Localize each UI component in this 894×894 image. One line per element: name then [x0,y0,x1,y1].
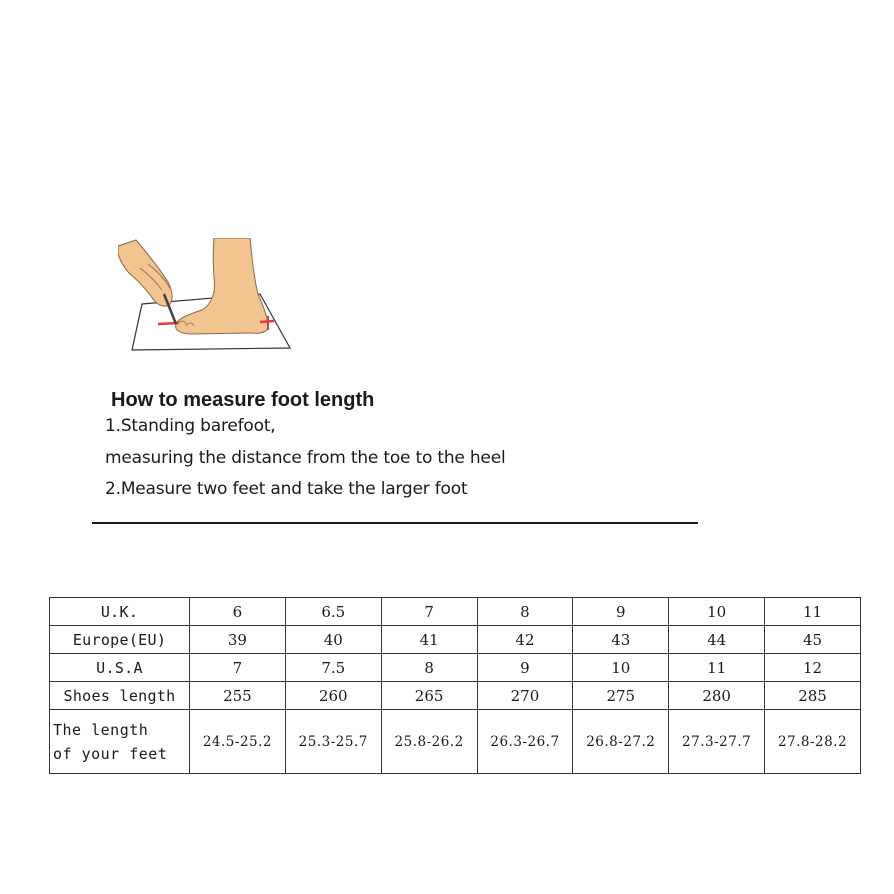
size-cell: 11 [669,654,765,682]
foot-measuring-illustration [118,238,300,354]
size-cell: 10 [669,598,765,626]
size-row-eu [50,626,861,654]
size-cell: 24.5-25.2 [190,710,286,774]
size-cell: 25.3-25.7 [285,710,381,774]
size-cell: 42 [477,626,573,654]
size-cell: 39 [190,626,286,654]
size-cell: 12 [765,654,861,682]
size-cell: 11 [765,598,861,626]
size-chart-table [49,597,861,774]
section-divider [92,522,698,524]
size-cell: 6 [190,598,286,626]
size-cell: 41 [381,626,477,654]
size-cell: 45 [765,626,861,654]
size-cell: 265 [381,682,477,710]
size-cell: 7 [190,654,286,682]
size-row-shoes-length [50,682,861,710]
size-cell: 285 [765,682,861,710]
size-cell: 260 [285,682,381,710]
size-cell: 280 [669,682,765,710]
row-label: U.K. [50,598,190,626]
size-cell: 255 [190,682,286,710]
size-row-feet-length [50,710,861,774]
row-label-line: The length [53,720,149,739]
row-label [50,710,190,774]
size-cell: 7 [381,598,477,626]
size-cell: 7.5 [285,654,381,682]
instruction-step-1-detail: measuring the distance from the toe to the heel [105,448,506,468]
row-label: U.S.A [50,654,190,682]
size-cell: 25.8-26.2 [381,710,477,774]
size-cell: 26.8-27.2 [573,710,669,774]
row-label-line: of your feet [53,744,168,763]
size-cell: 40 [285,626,381,654]
instructions-heading: How to measure foot length [111,389,375,411]
bare-foot-icon [176,238,268,334]
size-cell: 27.8-28.2 [765,710,861,774]
size-cell: 27.3-27.7 [669,710,765,774]
size-cell: 43 [573,626,669,654]
row-label: Europe(EU) [50,626,190,654]
instruction-step-2: 2.Measure two feet and take the larger foot [105,479,468,499]
row-label: Shoes length [50,682,190,710]
size-cell: 270 [477,682,573,710]
instruction-step-1: 1.Standing barefoot, [105,416,276,436]
size-cell: 8 [381,654,477,682]
size-cell: 6.5 [285,598,381,626]
size-cell: 26.3-26.7 [477,710,573,774]
size-cell: 9 [477,654,573,682]
size-cell: 10 [573,654,669,682]
size-row-usa [50,654,861,682]
size-cell: 8 [477,598,573,626]
size-row-uk [50,598,861,626]
size-cell: 9 [573,598,669,626]
size-cell: 44 [669,626,765,654]
size-cell: 275 [573,682,669,710]
